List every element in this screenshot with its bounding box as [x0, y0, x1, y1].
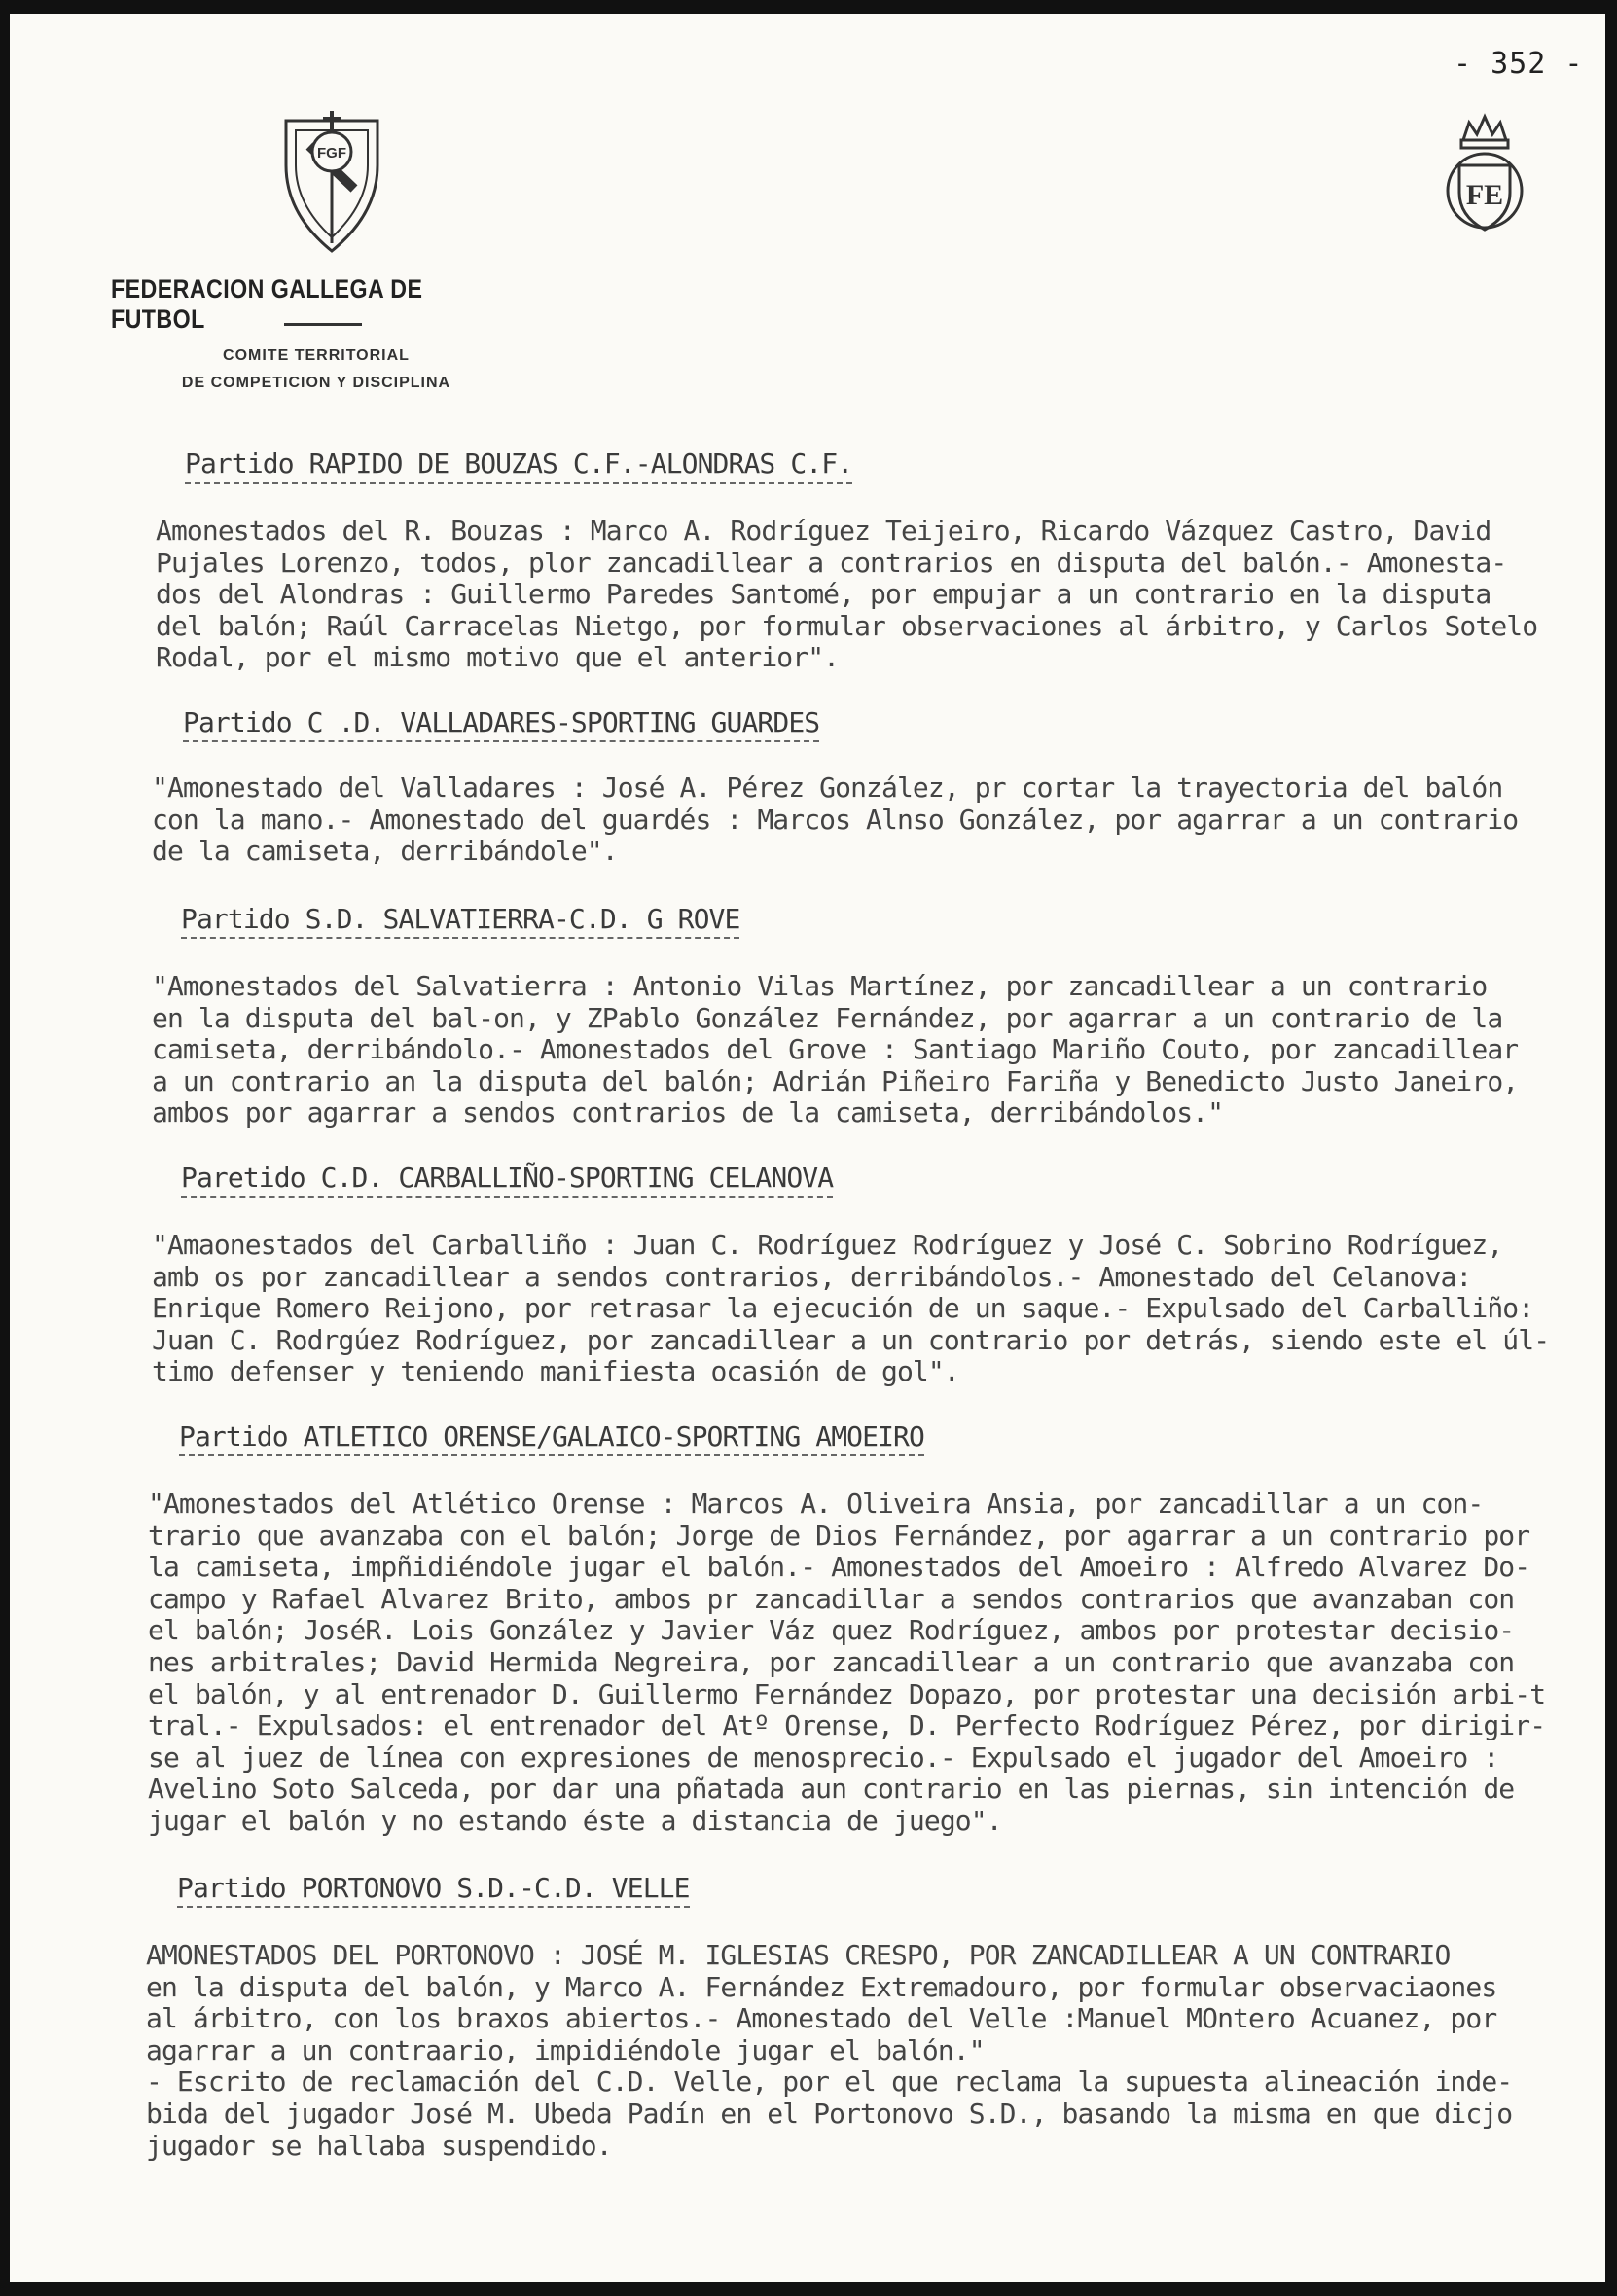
text-line: "Amaonestados del Carballiño : Juan C. Rodríguez Rodríguez y José C. Sobrino Rodríguez, [152, 1229, 1503, 1261]
section-text [148, 1489, 1545, 1838]
text-line: a un contrario an la disputa del balón; Adrián Piñeiro Fariña y Benedicto Justo Janeiro, [152, 1064, 1519, 1097]
section-text [152, 971, 1518, 1130]
text-line: "Amonestado del Valladares : José A. Pérez González, pr cortar la trayectoria del balón [152, 771, 1503, 804]
text-line: de la camiseta, derribándole". [152, 835, 618, 868]
text-line: bida del jugador José M. Ubeda Padín en el Portonovo S.D., basando la misma en que dicjo [146, 2097, 1513, 2130]
section-text [156, 516, 1537, 674]
svg-text:FE: FE [1465, 179, 1504, 211]
section-heading: Partido S.D. SALVATIERRA-C.D. G ROVE [181, 903, 739, 939]
section-text [146, 1940, 1512, 2162]
section-heading: Partido ATLETICO ORENSE/GALAICO-SPORTING AMOEIRO [179, 1420, 924, 1456]
section-heading: Partido C .D. VALLADARES-SPORTING GUARDES [183, 706, 819, 742]
text-line: Avelino Soto Salceda, por dar una pñatada aun contrario en las piernas, sin intención de [148, 1773, 1515, 1806]
text-line: camiseta, derribándolo.- Amonestados del Grove : Santiago Mariño Couto, por zancadillear [152, 1033, 1519, 1066]
text-line: en la disputa del balón, y Marco A. Fernández Extremadouro, por formular observaciaones [146, 1970, 1497, 2003]
text-line: se al juez de línea con expresiones de menosprecio.- Expulsado el jugador del Amoeiro : [148, 1740, 1499, 1774]
text-line: amb os por zancadillear a sendos contrarios, derribándolos.- Amonestado del Celanova: [152, 1260, 1472, 1293]
page-number: - 352 - [1454, 47, 1584, 81]
text-line: Rodal, por el mismo motivo que el anterior". [156, 641, 840, 674]
text-line: Enrique Romero Reijono, por retrasar la ejecución de un saque.- Expulsado del Carballiño: [152, 1292, 1534, 1325]
text-line: jugar el balón y no estando éste a distancia de juego". [148, 1804, 1002, 1837]
committee-line-2: DE COMPETICION Y DISCIPLINA [181, 375, 451, 391]
text-line: "Amonestados del Atlético Orense : Marcos A. Oliveira Ansia, por zancadillar a un con- [148, 1488, 1484, 1520]
text-line: timo defenser y teniendo manifiesta ocasión de gol". [152, 1355, 959, 1388]
text-line: Amonestados del R. Bouzas : Marco A. Rodríguez Teijeiro, Ricardo Vázquez Castro, David [156, 515, 1491, 547]
text-line: campo y Rafael Alvarez Brito, ambos pr zancadillar a sendos contrarios que avanzaban con [148, 1582, 1515, 1615]
text-line: tral.- Expulsados: el entrenador del Atº Orense, D. Perfecto Rodríguez Pérez, por dirigir- [148, 1709, 1546, 1742]
text-line: del balón; Raúl Carracelas Nietgo, por formular observaciones al árbitro, y Carlos Sotelo [156, 609, 1538, 642]
crowned-crest-icon [1440, 111, 1529, 237]
committee-line-1: COMITE TERRITORIAL [223, 347, 410, 364]
text-line: ambos por agarrar a sendos contrarios de la camiseta, derribándolos." [152, 1096, 1224, 1130]
document-page [10, 14, 1605, 2282]
svg-text:FGF: FGF [317, 145, 346, 161]
text-line: con la mano.- Amonestado del guardés : Marcos Alnso González, por agarrar a un contrario [152, 803, 1519, 836]
text-line: el balón; JoséR. Lois González y Javier Váz quez Rodríguez, ambos por protestar decisio- [148, 1614, 1515, 1647]
committee-name [107, 342, 525, 397]
text-line: al árbitro, con los braxos abiertos.- Amonestado del Velle :Manuel MOntero Acuanez, por [146, 2002, 1497, 2035]
section-heading: Partido RAPIDO DE BOUZAS C.F.-ALONDRAS C.F. [185, 448, 852, 484]
text-line: en la disputa del bal-on, y ZPablo González Fernández, por agarrar a un contrario de la [152, 1001, 1503, 1034]
text-line: AMONESTADOS DEL PORTONOVO : JOSÉ M. IGLESIAS CRESPO, POR ZANCADILLEAR A UN CONTRARIO [146, 1939, 1451, 1971]
text-line: Juan C. Rodrgúez Rodríguez, por zancadillear a un contrario por detrás, siendo este el úl- [152, 1323, 1550, 1356]
text-line: nes arbitrales; David Hermida Negreira, por zancadillear a un contrario que avanzaba con [148, 1645, 1515, 1678]
text-line: dos del Alondras : Guillermo Paredes Santomé, por empujar a un contrario en la disputa [156, 578, 1491, 611]
text-line: trario que avanzaba con el balón; Jorge de Dios Fernández, por agarrar a un contrario por [148, 1519, 1530, 1552]
shield-crest-icon [280, 107, 383, 255]
text-line: - Escrito de reclamación del C.D. Velle, por el que reclama la supuesta alineación inde- [146, 2065, 1513, 2099]
section-heading: Partido PORTONOVO S.D.-C.D. VELLE [177, 1872, 690, 1908]
text-line: jugador se hallaba suspendido. [146, 2129, 612, 2162]
federation-title: FEDERACION GALLEGA DE FUTBOL [111, 274, 423, 334]
title-divider [284, 323, 362, 326]
section-text [152, 772, 1518, 868]
text-line: Pujales Lorenzo, todos, plor zancadillear a contrarios en disputa del balón.- Amonesta- [156, 546, 1507, 579]
section-text [152, 1230, 1549, 1388]
text-line: "Amonestados del Salvatierra : Antonio Vilas Martínez, por zancadillear a un contrario [152, 970, 1488, 1002]
text-line: agarrar a un contraario, impidiéndole jugar el balón." [146, 2033, 985, 2066]
text-line: la camiseta, impñidiéndole jugar el balón.- Amonestados del Amoeiro : Alfredo Alvarez Do- [148, 1551, 1530, 1584]
text-line: el balón, y al entrenador D. Guillermo Fernández Dopazo, por protestar una decisión arbi-t [148, 1677, 1546, 1710]
section-heading: Paretido C.D. CARBALLIÑO-SPORTING CELANOVA [181, 1162, 833, 1198]
